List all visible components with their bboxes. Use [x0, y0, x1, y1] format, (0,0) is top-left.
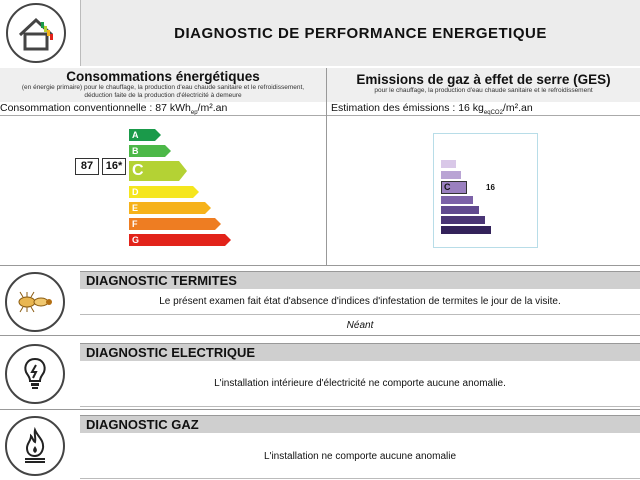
gas-flame-icon: [5, 416, 65, 476]
electrique-row-bottom: [0, 409, 640, 410]
energy-bar-d: D: [129, 186, 193, 198]
ges-subtitle: pour le chauffage, la production d'eau chaude sanitaire et le refroidissement: [374, 87, 593, 94]
lightbulb-icon: [5, 344, 65, 404]
ges-title: Emissions de gaz à effet de serre (GES): [356, 72, 611, 87]
electrique-title: DIAGNOSTIC ELECTRIQUE: [80, 343, 640, 361]
energy-subtitle: (en énergie primaire) pour le chauffage, la production d'eau chaude sanitaire et le refroidissement, déduction faite de la production d'électricité à demeure: [21, 84, 305, 99]
ges-bar-g: [441, 226, 491, 234]
ges-line-sub: eqCO2: [483, 110, 503, 116]
ges-bar-d: [441, 196, 473, 204]
gaz-text: L'installation ne comporte aucune anomalie: [263, 451, 457, 462]
page-title: DIAGNOSTIC DE PERFORMANCE ENERGETIQUE: [174, 24, 547, 42]
energy-label-chart: [0, 116, 326, 265]
electrique-icon-box: [4, 343, 66, 405]
ges-line-unit: /m².an: [502, 102, 533, 114]
energy-value-box: 87: [75, 158, 99, 175]
header-icon-box: [0, 0, 78, 66]
energy-bar-b: B: [129, 145, 165, 157]
energy-bar-g: G: [129, 234, 225, 246]
energy-title: Consommations énergétiques: [66, 69, 260, 84]
energy-line-label: Consommation conventionnelle : 87 kWh: [0, 102, 191, 114]
energy-line-unit: /m².an: [197, 102, 228, 114]
ges-emission-line: [327, 102, 640, 116]
energy-line-sub: ep: [190, 110, 198, 116]
ges-label-chart: [433, 133, 538, 248]
energy-bar-c-arrow: [179, 161, 187, 181]
energy-value2-box: 16*: [102, 158, 126, 175]
energy-bar-e: E: [129, 202, 205, 214]
termites-row-bottom: [0, 335, 640, 336]
ges-bar-f: [441, 216, 485, 224]
ges-bar-c-current: C: [441, 181, 467, 194]
termites-icon-box: [4, 271, 66, 333]
energy-bar-f: F: [129, 218, 215, 230]
energy-bar-a: A: [129, 129, 155, 141]
ges-bar-a: [441, 160, 456, 168]
ges-bar-b: [441, 171, 461, 179]
energy-section-bottom: [0, 265, 640, 266]
ges-line-label: Estimation des émissions : 16 kg: [331, 102, 484, 114]
gaz-icon-box: [4, 415, 66, 477]
termites-title: DIAGNOSTIC TERMITES: [80, 271, 640, 289]
ges-value: 16: [486, 183, 495, 192]
energy-consumption-line: [0, 102, 326, 116]
energy-header: [0, 68, 326, 102]
energy-house-icon: [6, 3, 66, 63]
termite-icon: [5, 272, 65, 332]
energy-bar-c-current: C: [129, 161, 179, 181]
ges-header: [327, 68, 640, 102]
ges-bar-e: [441, 206, 479, 214]
header-title-box: [80, 0, 640, 66]
termites-text: Le présent examen fait état d'absence d'indices d'infestation de termites le jour de la visite.: [159, 296, 561, 307]
electrique-text: L'installation intérieure d'électricité ne comporte aucune anomalie.: [214, 378, 506, 389]
gaz-title: DIAGNOSTIC GAZ: [80, 415, 640, 433]
termites-result: Néant: [346, 320, 374, 331]
